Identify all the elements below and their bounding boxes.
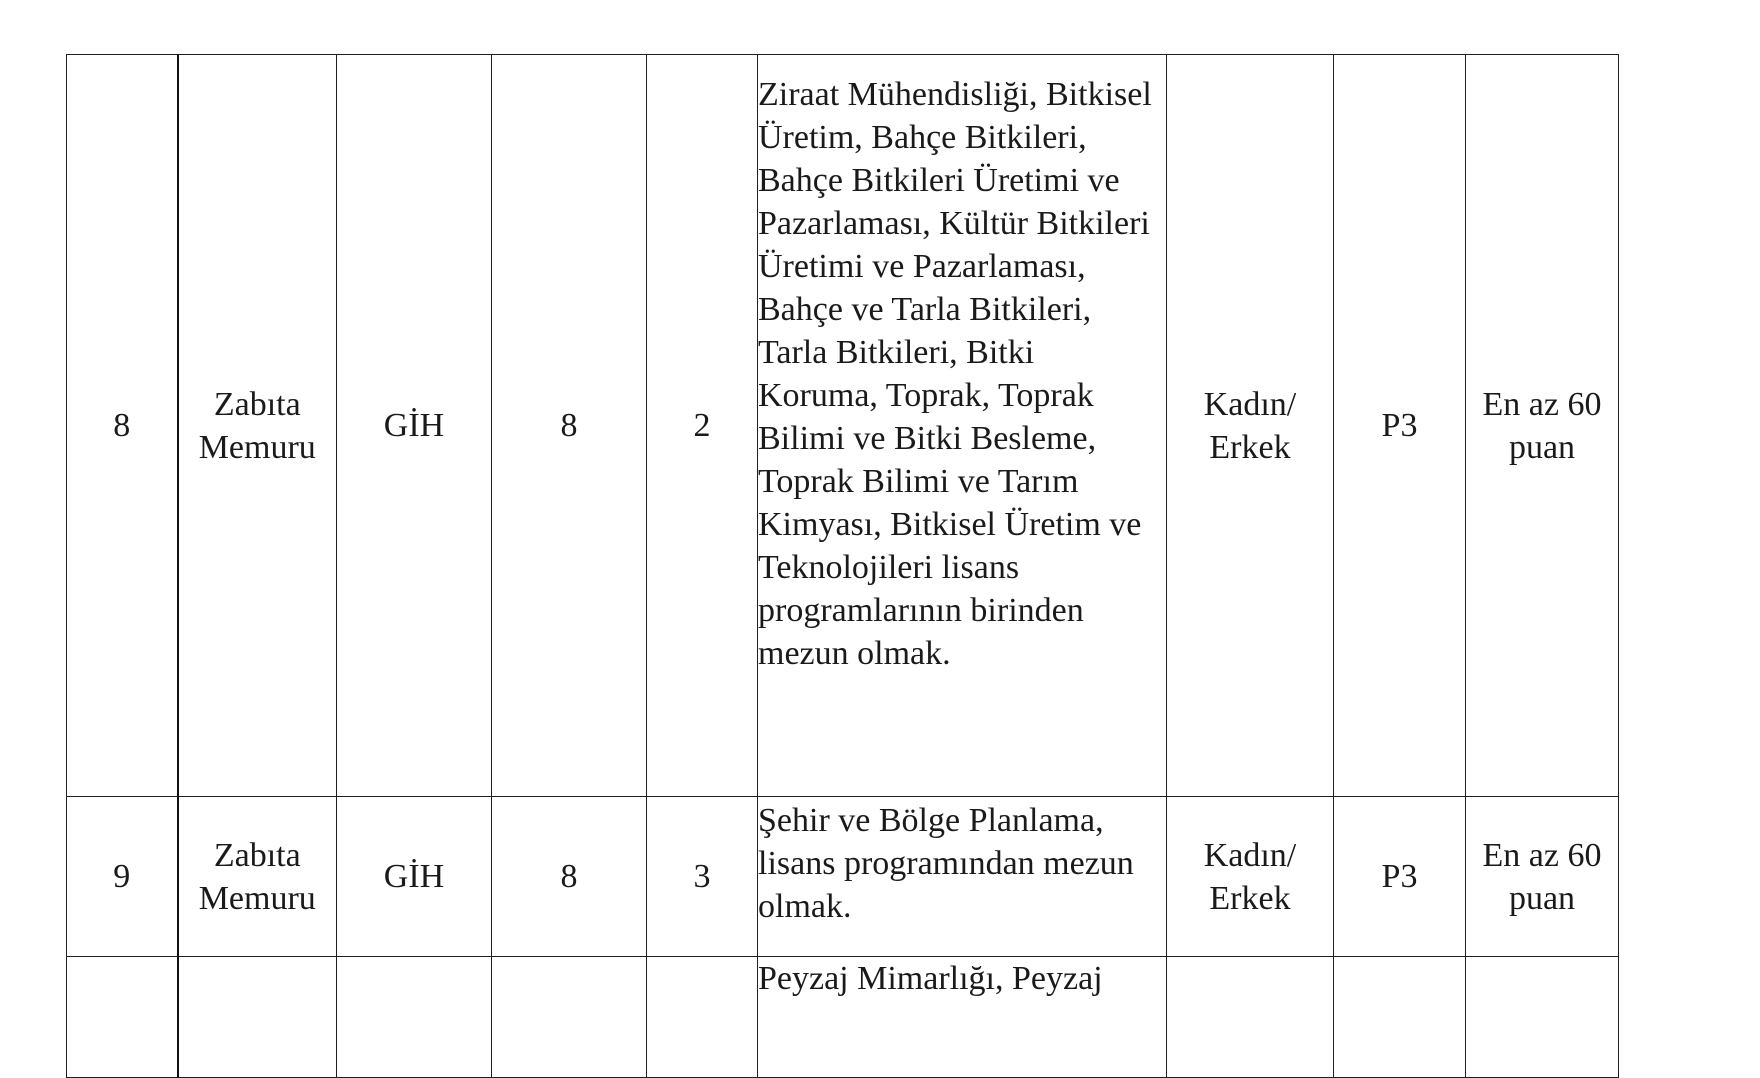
position-count: 2 [647,55,758,797]
class-code: GİH [337,55,492,797]
kpss-type: P3 [1334,55,1466,797]
gender: Kadın/ Erkek [1167,797,1334,957]
class-code [337,957,492,1078]
position-title [178,957,337,1078]
kpss-type: P3 [1334,797,1466,957]
position-title: Zabıta Memuru [178,55,337,797]
kpss-type [1334,957,1466,1078]
grade: 8 [492,55,647,797]
gender: Kadın/ Erkek [1167,55,1334,797]
position-title: Zabıta Memuru [178,797,337,957]
gender [1167,957,1334,1078]
requirements-table [66,54,1619,1078]
grade [492,957,647,1078]
education-requirement: Peyzaj Mimarlığı, Peyzaj [758,957,1167,1078]
education-requirement: Şehir ve Bölge Planlama, lisans programından mezun olmak. [758,797,1167,957]
table-row [67,797,1619,957]
row-number [67,957,178,1078]
row-number: 8 [67,55,178,797]
position-count [647,957,758,1078]
table-row [67,55,1619,797]
education-requirement: Ziraat Mühendisliği, Bitkisel Üretim, Bahçe Bitkileri, Bahçe Bitkileri Üretimi ve Pazarlaması, Kültür Bitkileri Üretimi ve Pazarlaması, Bahçe ve Tarla Bitkileri, Tarla Bitkileri, Bitki Koruma, Toprak, Toprak Bilimi ve Bitki Besleme, Toprak Bilimi ve Tarım Kimyası, Bitkisel Üretim ve Teknolojileri lisans programlarının birinden mezun olmak. [758,55,1167,797]
position-count: 3 [647,797,758,957]
row-number: 9 [67,797,178,957]
min-score [1466,957,1619,1078]
min-score: En az 60 puan [1466,797,1619,957]
min-score: En az 60 puan [1466,55,1619,797]
class-code: GİH [337,797,492,957]
grade: 8 [492,797,647,957]
table-row [67,957,1619,1078]
